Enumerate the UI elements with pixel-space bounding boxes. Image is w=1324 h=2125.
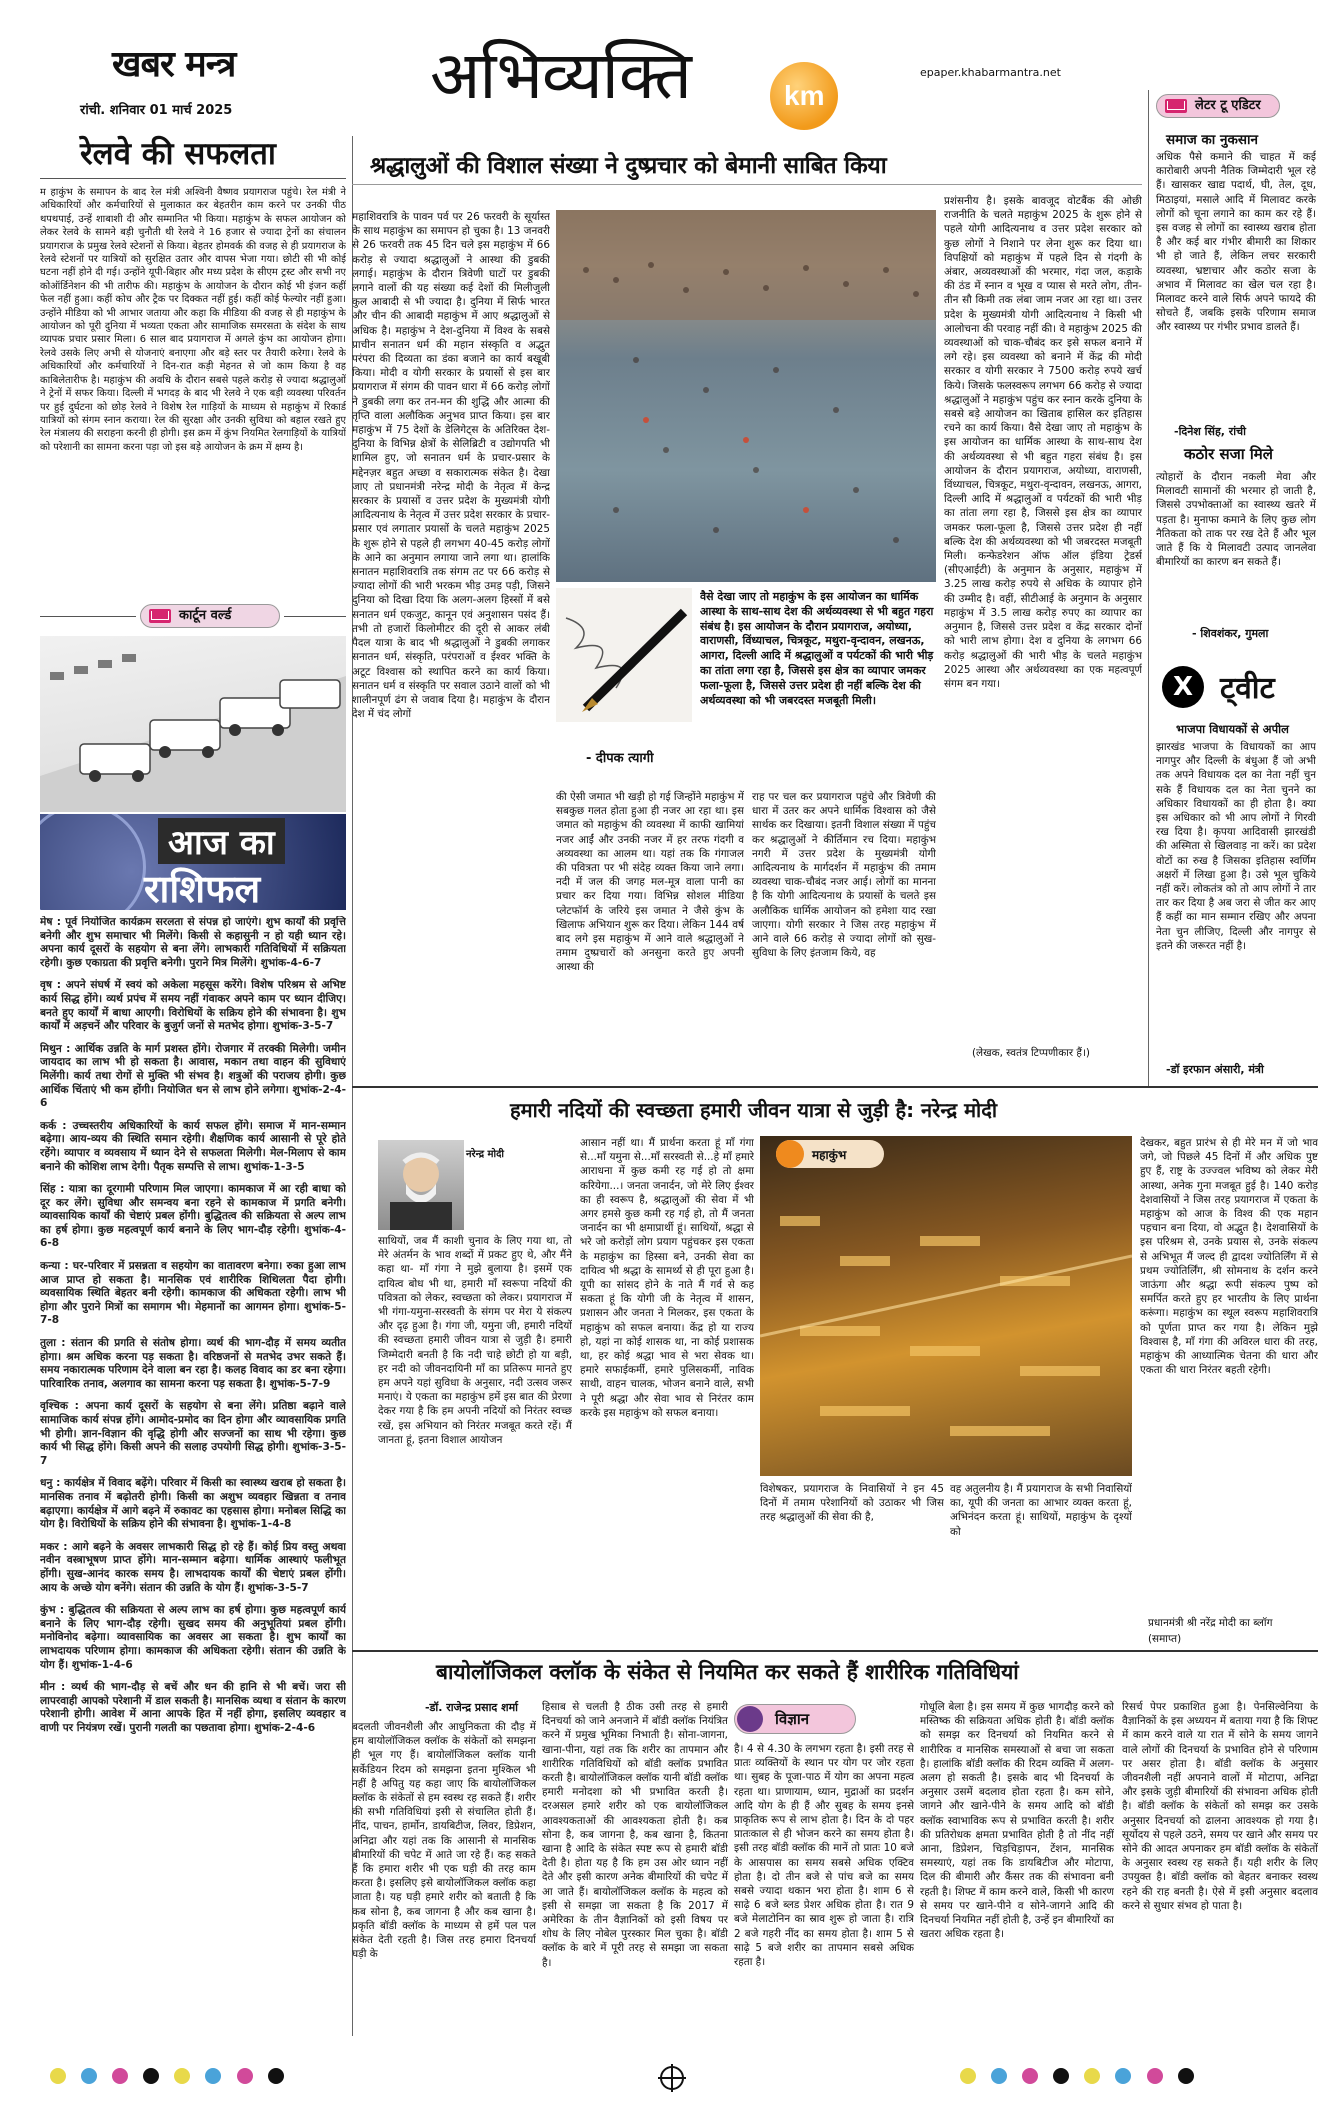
science-label-pill [734,1704,856,1734]
modi-sign-end: (समाप्त) [1148,1633,1182,1645]
kumbh-photo [556,210,936,582]
modi-photo [378,1140,464,1230]
color-swatch [81,2068,97,2084]
masthead [0,0,1324,130]
modi-col4: देखकर, बहुत प्रारंभ से ही मेरे मन में जो भाव जगे, जो पिछले 45 दिनों में और अधिक पुष्ट हुए हैं, राष्ट्र के उज्ज्वल भविष्य को लेकर मेरी आस्था, अनेक गुना मजबूत हुई है। 140 करोड़ देशवासियों ने जिस तरह प्रयागराज में एकता के महाकुंभ को आज के विश्व की एक महान पहचान बना दिया, वो अद्भुत है। देशवासियों के इस परिश्रम से, उनके प्रयास से, उनके संकल्प से अभिभूत मैं जल्द ही द्वादश ज्योतिर्लिंग में से प्रथम ज्योतिर्लिंग, श्री सोमनाथ के दर्शन करने जाऊंगा और श्रद्धा रूपी संकल्प पुष्प को समर्पित करते हुए हर भारतीय के लिए प्रार्थना करूंगा। महाकुंभ का स्थूल स्वरूप महाशिवरात्रि को पूर्णता प्राप्त कर गया है। लेकिन मुझे विश्वास है, माँ गंगा की अविरल धारा की तरह, महाकुंभ की आध्यात्मिक चेतना की धारा और एकता की धारा निरंतर बहती रहेगी। [1140,1137,1318,1377]
science-col5: रिसर्च पेपर प्रकाशित हुआ है। पेनसिल्वेनिया के वैज्ञानिकों के इस अध्ययन में बताया गया है कि शिफ्ट में काम करने वाले या रात में सोने के समय जागने वाले लोगों की दिनचर्या के प्रभावित होने से परिणाम पर असर होता है। बॉडी क्लॉक के अनुसार जीवनशैली नहीं अपनाने वालों में मोटापा, अनिद्रा और इसके जुड़ी बीमारियों की संभावना अधिक होती है। बॉडी क्लॉक के संकेतों को समझ कर उसके अनुसार दिनचर्या को ढालना आवश्यक हो गया है। सूर्योदय से पहले उठने, समय पर खाने और समय पर सोने की आदत अपनाकर हम बॉडी क्लॉक के संकेतों के अनुसार स्वस्थ रह सकते हैं। यही शरीर के लिए उपयुक्त है। बॉडी क्लॉक को बेहतर बनाकर स्वस्थ रहने की राह बनती है। ऐसे में इसी अनुसार बदलाव करने से सुधार संभव हो पाता है। [1122,1701,1318,1912]
color-swatch [1147,2068,1163,2084]
x-logo-icon: X [1162,666,1204,708]
science-col4: गोधूलि बेला है। इस समय में कुछ भागदौड़ करने को मस्तिष्क की सक्रियता अधिक होती है। बॉडी क्लॉक को समझ कर दिनचर्या को नियमित करने से शारीरिक व मानसिक समस्याओं से बचा जा सकता है। हालांकि बॉडी क्लॉक की रिदम व्यक्ति में अलग-अलग हो सकती है। इसके बाद भी दिनचर्या के अनुसार उसमें बदलाव होता रहता है। कम सोने, जागने और खाने-पीने के समय आदि को बॉडी क्लॉक स्वाभाविक रूप से प्रभावित करती है। शरीर की प्रतिरोधक क्षमता प्रभावित होती है तो नींद नहीं आना, डिप्रेशन, चिड़चिड़ापन, टेंशन, मानसिक समस्याएं, यहां तक कि डायबिटीज और मोटापा, दिल की बीमारी और कैंसर तक की संभावना बनी रहती है। शिफ्ट में काम करने वाले, किसी भी कारण से समय पर खाने-पीने व सोने-जागने आदि की दिनचर्या नियमित नहीं होती है, उन्हें इन बीमारियों का खतरा अधिक रहता है। [920,1701,1114,1941]
color-swatch [960,2068,976,2084]
color-swatch [268,2068,284,2084]
color-swatch [1178,2068,1194,2084]
color-swatch [50,2068,66,2084]
rashifal-entry: मेष : पूर्व नियोजित कार्यक्रम सरलता से संपन्न हो जाएंगे। शुभ कार्यों की प्रवृत्ति बनेगी और शुभ समाचार भी मिलेंगे। किसी से कहासुनी न हो यही ध्यान रहे। अपना कार्य दूसरों के सहयोग से बना लेंगे। लाभकारी गतिविधियों में सक्रियता रहेगी। कुछ एकाग्रता की प्रवृत्ति बनेगी। पुराने मित्र मिलेंगे। शुभांक-4-6-7 [40,916,346,969]
color-swatch [205,2068,221,2084]
color-swatch [143,2068,159,2084]
crosshair-icon [660,2066,684,2090]
tweet-title: भाजपा विधायकों से अपील [1176,722,1289,736]
tweet-banner [1158,664,1318,712]
brand-name: खबर मन्त्र [112,43,236,85]
rashifal-entry: तुला : संतान की प्रगति से संतोष होगा। व्यर्थ की भाग-दौड़ में समय व्यतीत होगा। श्रम अधिक करना पड़ सकता है। वरिष्ठजनों से मतभेद उभर सकते हैं। समय नकारात्मक परिणाम देने वाला बन रहा है। कलह विवाद का डर बना रहेगा। पारिवारिक तनाव, अलगाव का सामना करना पड़ सकता है। शुभांक-5-7-9 [40,1337,346,1390]
letter1-body: अधिक पैसे कमाने की चाहत में कई कारोबारी अपनी नैतिक जिम्मेदारी भूल रहे हैं। खासकर खाद्य पदार्थ, घी, तेल, दूध, मिठाइयां, मसाले आदि में मिलावट करके लोगों को चूना लगाने का काम कर रहे हैं। इस वजह से लोगों का स्वास्थ्य खराब होता है और कई बार गंभीर बीमारी का शिकार भी हो जाते हैं, लेकिन लचर सरकारी व्यवस्था, भ्रष्टाचार और कठोर सजा के अभाव में मिलावट का खेल चल रहा है। मिलावट करने वाले सिर्फ अपने फायदे की सोचते हैं, जबकि इसके परिणाम समाज और स्वास्थ्य पर गंभीर प्रभाव डालते हैं। [1156,151,1316,334]
tent-city-illustration [760,1136,1132,1476]
modi-sign: प्रधानमंत्री श्री नरेंद्र मोदी का ब्लॉग [1148,1617,1273,1629]
site-url[interactable]: epaper.khabarmantra.net [920,66,1061,79]
tweet-label: ट्वीट [1220,671,1275,706]
modi-photo-caption: विशेषकर, प्रयागराज के निवासियों ने इन 45 दिनों में तमाम परेशानियों को उठाकर भी जिस तरह श्रद्धालुओं की सेवा की है, [760,1483,944,1524]
color-swatch [1053,2068,1069,2084]
envelope-icon [149,609,171,623]
letters-label: लेटर टू एडिटर [1195,98,1261,113]
cartoon-label-pill [140,604,280,628]
rashifal-entry: मीन : व्यर्थ की भाग-दौड़ से बचें और धन की हानि से भी बचें। जरा सी लापरवाही आपको परेशानी में डाल सकती है। मानसिक व्यथा व संतान के कारण परेशानी होगी। आवेश में आना आपके हित में नहीं होगा, इसलिए व्यवहार व वाणी पर नियंत्रण रखें। पुरानी गलती का पछतावा होगा। शुभांक-2-4-6 [40,1681,346,1734]
rashifal-banner [40,814,346,910]
color-swatch [991,2068,1007,2084]
kumbh-author: - दीपक त्यागी [586,751,654,766]
section-title: अभिव्यक्ति [430,37,691,114]
police-vans-illustration [40,636,346,812]
divider [40,178,346,179]
science-icon [737,1706,763,1732]
letter2-body: त्योहारों के दौरान नकली मेवा और मिलावटी सामानों की भरमार हो जाती है, जिससे उपभोक्ताओं का स्वास्थ्य खतरे में पड़ता है। मुनाफा कमाने के लिए कुछ लोग नैतिकता को ताक पर रख देते हैं और भूल जाते हैं कि ये मिलावटी उत्पाद जानलेवा बीमारियों का कारण बन सकते हैं। [1156,471,1316,569]
rashifal-label-2: राशिफल [144,867,261,910]
kumbh-pullquote: वैसे देखा जाए तो महाकुंभ के इस आयोजन का धार्मिक आस्था के साथ-साथ देश की अर्थव्यवस्था से भी बहुत गहरा संबंध है। इस आयोजन के दौरान प्रयागराज, अयोध्या, वाराणसी, विंध्याचल, चित्रकूट, मथुरा-वृन्दावन, लखनऊ, आगरा, दिल्ली आदि में श्रद्धालुओं व पर्यटकों की भारी भीड़ का तांता लगा रहा है, जिससे इस क्षेत्र का व्यापार जमकर फला-फूला है, जिससे उत्तर प्रदेश ही नहीं बल्कि देश की अर्थव्यवस्था को भी जबरदस्त मजबूती मिली। [700,590,934,707]
science-col3: है। 4 से 4.30 के लगभग रहता है। इसी तरह से प्रातः व्यक्तियों के स्थान पर योग पर जोर रहता था। सुबह के पूजा-पाठ में योग का अपना महत्व रहता था। प्राणायाम, ध्यान, मुद्राओं का प्रदर्शन आदि योग के ही हैं और सुबह के समय इनसे प्राकृतिक रूप से लाभ होता है। दिन के दो पहर प्रातःकाल से ही भोजन करने का समय होता है। इसी तरह बॉडी क्लॉक की मानें तो प्रातः 10 बजे के आसपास का समय सबसे अधिक एक्टिव होता है। दो तीन बजे से पांच बजे का समय सबसे ज्यादा थकान भरा होता है। शाम 6 से साढ़े 6 बजे ब्लड प्रेशर अधिक होता है। रात 9 बजे मेलाटोनिन का स्राव शुरू हो जाता है। रात्रि 2 बजे गहरी नींद का समय होता है। शाम 5 से साढ़े 5 बजे शरीर का तापमान सबसे अधिक रहता है। [734,1743,914,1969]
crowd-bathing-illustration [556,210,936,582]
rashifal-entry: मिथुन : आर्थिक उन्नति के मार्ग प्रशस्त होंगे। रोजगार में तरक्की मिलेगी। जमीन जायदाद का लाभ भी हो सकता है। आवास, मकान तथा वाहन की सुविधाएं मिलेंगी। कार्य तथा रोगों से मुक्ति भी संभव है। शत्रुओं की पराजय होगी। कुछ आर्थिक चिंताएं भी कम होंगी। नियोजित धन से लाभ होने लगेगा। शुभांक-2-4-6 [40,1042,346,1110]
registration-strip-right [960,2068,1204,2088]
color-swatch [1022,2068,1038,2084]
modi-photo-label: नरेन्द्र मोदी [466,1149,504,1160]
kumbh-badge-icon [776,1140,804,1168]
letters-label-pill [1156,94,1280,118]
fountain-pen-icon [556,588,692,722]
letter2-sign: - शिवशंकर, गुमला [1192,627,1269,640]
rashifal-label-1: आज का [158,818,285,864]
modi-headline: हमारी नदियों की स्वच्छता हमारी जीवन यात्रा से जुड़ी है: नरेन्द्र मोदी [510,1098,998,1122]
envelope-icon [1165,99,1187,113]
portrait-illustration [378,1140,464,1230]
kumbh-headline: श्रद्धालुओं की विशाल संख्या ने दुष्प्रचार को बेमानी साबित किया [370,153,887,179]
kumbh-night-photo [760,1136,1132,1476]
science-col2: हिसाब से चलती है ठीक उसी तरह से हमारी दिनचर्या को जाने अनजाने में बॉडी क्लॉक नियंत्रित करने में प्रमुख भूमिका निभाती है। सोना-जागना, खाना-पीना, यहां तक कि शरीर का तापमान और शारीरिक गतिविधियों को बॉडी क्लॉक प्रभावित करती है। बायोलॉजिकल क्लॉक यानी बॉडी क्लॉक हमारी मनोदशा को भी प्रभावित करती है। दरअसल हमारे शरीर को एक बायोलॉजिकल आवश्यकताओं की आवश्यकता होती है। कब सोना है, कब जागना है, कब खाना है, कितना खाना है आदि के संकेत स्पष्ट रूप से हमारी बॉडी देती है। होता यह है कि हम उस ओर ध्यान नहीं देते और इसी कारण अनेक बीमारियों की चपेट में आ जाते हैं। बायोलॉजिकल क्लॉक के महत्व को इसी से समझा जा सकता है कि 2017 में अमेरिका के तीन वैज्ञानिकों को इसी विषय पर शोध के लिए नोबेल पुरस्कार मिल चुका है। बॉडी क्लॉक के बारे में पूरी तरह से समझा जा सकता है। [542,1701,728,1969]
science-col1: बदलती जीवनशैली और आधुनिकता की दौड़ में हम बायोलॉजिकल क्लॉक के संकेतों को समझना ही भूल गए हैं। बायोलॉजिकल क्लॉक यानी सर्केडियन रिदम को समझना इतना मुश्किल भी नहीं है अपितु यह कहा जाए कि बायोलॉजिकल क्लॉक के संकेतों से हम स्वस्थ रह सकते हैं। शरीर की सभी गतिविधियां इसी से संचालित होती हैं। नींद, पाचन, हार्मोन, डायबिटीज, लिवर, डिप्रेशन, अनिद्रा और यहां तक कि आसानी से मानसिक बीमारियों की चपेट में आते जा रहे हैं। कह सकते हैं कि हमारा शरीर भी एक घड़ी की तरह काम करता है। इसलिए इसे बायोलॉजिकल क्लॉक कहा जाता है। यह घड़ी हमारे शरीर को बताती है कि कब सोना है, कब जागना है और कब खाना है। प्रकृति बॉडी क्लॉक के माध्यम से हमें पल पल संकेत देती रहती है। जिस तरह हमारा दिनचर्या घड़ी के [352,1721,536,1961]
rashifal-entry: सिंह : यात्रा का दूरगामी परिणाम मिल जाएगा। कामकाज में आ रही बाधा को दूर कर लेंगे। सुविधा और समन्वय बना रहने से कामकाज में प्रगति बनेगी। व्यावसायिक कार्यों की चेष्टाएं प्रबल होंगी। बुद्धितत्व की सक्रियता से अल्प लाभ का हर्ष होगा। कुछ महत्वपूर्ण कार्य बनाने के लिए भाग-दौड़ रहेगी। शुभांक-4-6-8 [40,1183,346,1250]
color-swatch [237,2068,253,2084]
rashifal-entry: धनु : कार्यक्षेत्र में विवाद बढ़ेंगे। परिवार में किसी का स्वास्थ्य खराब हो सकता है। मानसिक तनाव में बढ़ोतरी होगी। किसी का अशुभ व्यवहार खिन्नता व तनाव बढ़ाएगा। कार्यक्षेत्र में आगे बढ़ने में रुकावट का एहसास होगा। मनोबल सिद्धि का योग है। विरोधियों के सक्रिय होने की संभावना है। शुभांक-1-4-8 [40,1477,346,1531]
science-label: विज्ञान [775,1710,810,1728]
color-swatch [1084,2068,1100,2084]
brand-logo: km [770,62,838,130]
letter1-title: समाज का नुकसान [1166,132,1258,148]
rashifal-list [40,916,346,2036]
kumbh-author-note: (लेखक, स्वतंत्र टिप्पणीकार हैं।) [972,1047,1090,1059]
kumbh-night-badge [776,1140,884,1168]
modi-col2: आसान नहीं था। मैं प्रार्थना करता हूं माँ गंगा से...माँ यमुना से...माँ सरस्वती से...हे माँ हमारे आराधना में कुछ कमी रह गई हो तो क्षमा करियेगा...। जनता जनार्दन, जो मेरे लिए ईश्वर का ही स्वरूप है, श्रद्धालुओं की सेवा में भी अगर हमसे कुछ कमी रह गई हो, तो मैं जनता जनार्दन का भी क्षमाप्रार्थी हूं। साथियों, श्रद्धा से भरे जो करोड़ों लोग प्रयाग पहुंचकर इस एकता के महाकुंभ का हिस्सा बने, उनकी सेवा का दायित्व भी श्रद्धा के सामर्थ्य से ही पूरा हुआ है। यूपी का सांसद होने के नाते मैं गर्व से कह सकता हूं कि योगी जी के नेतृत्व में शासन, प्रशासन और जनता ने मिलकर, इस एकता के महाकुंभ को सफल बनाया। केंद्र हो या राज्य हो, यहां ना कोई शासक था, ना कोई प्रशासक था, हर कोई श्रद्धा भाव से भरा सेवक था। हमारे सफाईकर्मी, हमारे पुलिसकर्मी, नाविक साथी, वाहन चालक, भोजन बनाने वाले, सभी ने पूरी श्रद्धा और सेवा भाव से निरंतर काम करके इस महाकुंभ को सफल बनाया। [580,1137,754,1419]
color-swatch [112,2068,128,2084]
rashifal-entry: वृष : अपने संघर्ष में स्वयं को अकेला महसूस करेंगे। विशेष परिश्रम से अभिष्ट कार्य सिद्ध होंगे। व्यर्थ प्रपंच में समय नहीं गंवाकर अपने काम पर ध्यान दीजिए। बनते हुए कार्यों में बाधा आएगी। विरोधियों के सक्रिय होने की संभावना है। शुभ कार्यों में अड़चनें और परिवार के बुजुर्ग जनों से मतभेद होगा। शुभांक-3-5-7 [40,979,346,1033]
rashifal-entry: कर्क : उच्चस्तरीय अधिकारियों के कार्य सफल होंगे। समाज में मान-सम्मान बढ़ेगा। आय-व्यय की स्थिति समान रहेगी। शैक्षणिक कार्य आसानी से पूरे होते रहेंगे। व्यापार व व्यवसाय में ध्यान देने से सफलता मिलेगी। मेल-मिलाप से काम बनाने की कोशिश लाभ देगी। पैतृक सम्पत्ति से लाभ। शुभांक-1-3-5 [40,1119,346,1173]
registration-strip-left [50,2068,294,2088]
tweet-sign: -डॉ इरफान अंसारी, मंत्री [1166,1063,1264,1076]
editorial-body: म हाकुंभ के समापन के बाद रेल मंत्री अश्विनी वैष्णव प्रयागराज पहुंचे। रेल मंत्री ने अधिकारियों और कर्मचारियों से मुलाकात कर बेहतरीन काम करने पर उनकी पीठ थपथपाई, उन्हें शाबाशी दी और सम्मानित भी किया। महाकुंभ के सफल आयोजन को लेकर रेलवे के सामने बड़ी चुनौती थी रेलवे ने 16 हजार से ज्यादा ट्रेनों का संचालन प्रयागराज के प्रमुख रेलवे स्टेशनों से किया। बेहतर होमवर्क की वजह से ही प्रयागराज के रेलवे स्टेशनों पर यात्रियों को सुरक्षित उतार और वापस भेजा गया। छोटी सी भी कोई घटना नहीं होने दी गई। उन्होंने यूपी-बिहार और मध्य प्रदेश के सीएम ट्रस्ट और सभी नए कोऑर्डिनेशन की भी तारीफ की। महाकुंभ के आयोजन के दौरान कोई भी इंजन कहीं फेल नहीं हुआ। कहीं कोच और ट्रैक पर दिक्कत नहीं हुई। कहीं कोई फेल्योर नहीं हुआ। उन्होंने मीडिया को भी आभार जताया और कहा कि मीडिया की वजह से ही महाकुंभ के आयोजन को पूरी दुनिया में भव्यता एकता और सामाजिक समरसता के संदेश के साथ व्यापक प्रचार प्रसार मिला। 6 साल बाद प्रयागराज में अगले कुंभ का आयोजन होगा। रेलवे उसके लिए अभी से योजनाएं बनाएगा और बड़े स्तर पर तैयारी करेगा। रेलवे के अधिकारियों और कर्मचारियों ने दिन-रात कड़ी मेहनत से जो काम किया है वह काबिलेतारीफ है। महाकुंभ की अवधि के दौरान सबसे पहले करोड़ से ज्यादा श्रद्धालुओं ने ट्रेनों में सफर किया। दिल्ली में भगदड़ के बाद भी रेलवे ने एक बड़ी व्यवस्था परिवर्तन पर हुई दुर्घटना को छोड़ रेलवे ने विशेष रेल गाड़ियों के माध्यम से महाकुंभ में रिकार्ड यात्रियों को संगम स्नान कराया। रेल की सुरक्षा और उनकी सुविधा को बहाल रखते हुए रेल मंत्रालय की सराहना करनी ही होगी। इस क्रम में कुंभ नियमित रेलगाड़ियों के यात्रियों को परेशानी का सामना करना पड़ा जो इस बड़े आयोजन के क्रम में क्षम्य है। [40,187,346,453]
color-swatch [174,2068,190,2084]
kumbh-col4: प्रशंसनीय है। इसके बावजूद वोटबैंक की ओछी राजनीति के चलते महाकुंभ 2025 के शुरू होने से पहले योगी आदित्यनाथ व उत्तर प्रदेश सरकार को कुछ लोगों ने निशाने पर लेना शुरू कर दिया था। विपक्षियों को महाकुंभ में पहले दिन से गंदगी के अंबार, अव्यवस्थाओं की भरमार, गंदा जल, कड़ाके की ठंड में स्नान व भूख व प्यास से मरते लोग, तीन-तीन सौ किमी तक लंबा जाम नजर आ रहा था। उत्तर प्रदेश के मुख्यमंत्री योगी आदित्यनाथ ने किसी भी आलोचना की परवाह नहीं की। वे महाकुंभ 2025 की व्यवस्थाओं को चाक-चौबंद कर इसे सफल बनाने में लगे रहे। इस व्यवस्था को बनाने में केंद्र की मोदी सरकार व योगी सरकार ने 7500 करोड़ रुपये खर्च किये। जिसके फलस्वरूप लगभग 66 करोड़ से ज्यादा श्रद्धालुओं ने महाकुंभ पहुंच कर स्नान करके दुनिया के सबसे बड़े आयोजन का खिताब हासिल कर इतिहास रचने का कार्य किया। वैसे देखा जाए तो महाकुंभ के इस आयोजन का धार्मिक आस्था के साथ-साथ देश की अर्थव्यवस्था से भी बहुत गहरा संबंध है। इस आयोजन के दौरान प्रयागराज, अयोध्या, वाराणसी, विंध्याचल, चित्रकूट, मथुरा-वृन्दावन, लखनऊ, आगरा, दिल्ली आदि में श्रद्धालुओं व पर्यटकों की भारी भीड़ का तांता लगा रहा है, जिससे इस क्षेत्र का व्यापार जमकर फला-फूला है, जिससे उत्तर प्रदेश ही नहीं बल्कि देश की अर्थव्यवस्था को भी जबरदस्त मजबूती मिली। कन्फेडरेशन ऑफ ऑल इंडिया ट्रेडर्स (सीएआईटी) के अनुमान के अनुसार, महाकुंभ में 3.25 लाख करोड़ रुपये से अधिक के व्यापार होने की उम्मीद है। वहीं, सीटीआई के अनुमान के अनुसार महाकुंभ में 3.5 लाख करोड़ रुपए का व्यापार का अनुमान है, जिससे उत्तर प्रदेश व केंद्र सरकार दोनों को भारी लाभ होगा। देश व दुनिया के लगभग 66 करोड़ श्रद्धालुओं की भारी भीड़ के चलते महाकुंभ 2025 आस्था और अर्थव्यवस्था का एक महत्वपूर्ण संगम बन गया। [944,195,1142,690]
modi-col3: वह अतुलनीय है। मैं प्रयागराज के सभी निवासियों का, यूपी की जनता का आभार व्यक्त करता हूं, अभिनंदन करता हूं। साथियों, महाकुंभ के दृश्यों को [950,1483,1132,1538]
kumbh-col2b: की ऐसी जमात भी खड़ी हो गई जिन्होंने महाकुंभ में सबकुछ गलत होता हुआ ही नजर आ रहा था। इस जमात को महाकुंभ की व्यवस्था में काफी खामियां नजर आईं और उनकी नजर में हर तरफ गंदगी व अव्यवस्था का आलम था। यहां तक कि गंगाजल की पवित्रता पर भी संदेह व्यक्त किया जाने लगा। नदी में जल की जगह मल-मूत्र वाला पानी का प्रचार कर दिया गया। विभिन्न सोशल मीडिया प्लेटफॉर्म के जरिये इस जमात ने जैसे कुंभ के खिलाफ अभियान शुरू कर दिया। लेकिन 144 वर्ष बाद लगे इस महाकुंभ में आने वाले श्रद्धालुओं ने तमाम दुष्प्रचारों को अनसुना करते हुए अपनी आस्था की [556,791,744,974]
letter1-sign: -दिनेश सिंह, रांची [1174,425,1246,438]
rashifal-entry: कन्या : घर-परिवार में प्रसन्नता व सहयोग का वातावरण बनेगा। रुका हुआ लाभ आज प्राप्त हो सकता है। मानसिक एवं शारीरिक शिथिलता पैदा होगी। व्यवसायिक स्थिति बेहतर बनी रहेगी। कामकाज की अधिकता रहेगी। लाभ भी होगा और पुराने मित्रों का समागम भी। मेहमानों का आगमन होगा। शुभांक-5-7-8 [40,1260,346,1327]
kumbh-col3b: राह पर चल कर प्रयागराज पहुंचे और त्रिवेणी की धारा में उतर कर अपने धार्मिक विश्वास को जैसे सार्थक कर दिखाया। इतनी विशाल संख्या में पहुंच कर श्रद्धालुओं ने कीर्तिमान रच दिया। महाकुंभ नगरी में उत्तर प्रदेश के मुख्यमंत्री योगी आदित्यनाथ के मार्गदर्शन में महाकुंभ की तमाम व्यवस्था चाक-चौबंद नजर आई। लोगों का मानना है कि योगी आदित्यनाथ के प्रयासों के चलते इस अलौकिक धार्मिक आयोजन को हमेशा याद रखा जाएगा। योगी सरकार ने जिस तरह महाकुंभ में आने वाले 66 करोड़ से ज्यादा लोगों को सुख-सुविधा के लिए इंतजाम किये, वह [752,791,936,960]
registration-marks [40,2060,1320,2100]
tweet-body: झारखंड भाजपा के विधायकों का आप नागपुर और दिल्ली के बंधुआ हैं जो अभी तक अपने विधायक दल का नेता नहीं चुन सके हैं विधायक दल का नेता चुनने का अधिकार विधायकों का ही होता है। क्या इस अधिकार को भी आप लोगों ने गिरवी रख दिया है। कृपया आदिवासी झारखंडी की अस्मिता से खिलवाड़ ना करें। का प्रदेश वोटों का रुख है जिसका इतिहास स्वर्णिम अक्षरों में लिखा हुआ है। उसे भूल चुकिये नहीं करें। लोकतंत्र को तो आप लोगों ने तार तार कर दिया है अब जरा से जीत कर आए हैं कहीं का मान सम्मान रखिए और अपना नेता चुन लीजिए, दिल्ली और नागपुर से इतने की जरूरत नहीं है। [1156,741,1316,952]
cartoon-label: कार्टून वर्ल्ड [179,608,232,623]
rashifal-entry: मकर : आगे बढ़ने के अवसर लाभकारी सिद्ध हो रहे हैं। कोई प्रिय वस्तु अथवा नवीन वस्त्राभूषण प्राप्त होंगे। मान-सम्मान बढ़ेगा। धार्मिक आस्थाएं फलीभूत होंगी। सुख-आनंद कारक समय है। लाभदायक कार्यों की चेष्टाएं प्रबल होंगी। आय के अच्छे योग बनेंगे। संतान की उन्नति के योग हैं। शुभांक-3-5-7 [40,1540,346,1594]
science-author: -डॉ. राजेन्द्र प्रसाद शर्मा [424,1701,518,1714]
zodiac-wheel-icon [40,814,146,910]
modi-col1: साथियों, जब मैं काशी चुनाव के लिए गया था, तो मेरे अंतर्मन के भाव शब्दों में प्रकट हुए थे, और मैंने कहा था- माँ गंगा ने मुझे बुलाया है। इसमें एक दायित्व बोध भी था, हमारी माँ स्वरूपा नदियों की पवित्रता को लेकर, स्वच्छता को लेकर। प्रयागराज में भी गंगा-यमुना-सरस्वती के संगम पर मेरा ये संकल्प और दृढ़ हुआ है। गंगा जी, यमुना जी, हमारी नदियों की स्वच्छता हमारी जीवन यात्रा से जुड़ी है। हमारी जिम्मेदारी बनती है कि नदी चाहे छोटी हो या बड़ी, हर नदी को जीवनदायिनी माँ का प्रतिरूप मानते हुए हम अपने यहां सुविधा के अनुसार, नदी उत्सव जरूर मनाएं। ये एकता का महाकुंभ हमें इस बात की प्रेरणा देकर गया है कि हम अपनी नदियों को निरंतर स्वच्छ रखें, इस अभियान को निरंतर मजबूत करते रहें। मैं जानता हूं, इतना विशाल आयोजन [378,1235,572,1446]
dateline: रांची. शनिवार 01 मार्च 2025 [80,103,233,118]
rashifal-entry: कुंभ : बुद्धितत्व की सक्रियता से अल्प लाभ का हर्ष होगा। कुछ महत्वपूर्ण कार्य बनाने के लिए भाग-दौड़ रहेगी। सुखद समय की अनुभूतियां प्रबल होंगी। मनोविनोद बढ़ेगा। व्यावसायिक का अवसर आ सकता है। शुभ कार्यों का लाभदायक परिणाम होगा। कामकाज की अधिकता रहेगी। संतान की उन्नति के योग हैं। शुभांक-1-4-6 [40,1604,346,1671]
letter2-title: कठोर सजा मिले [1184,445,1273,463]
kumbh-col1: महाशिवरात्रि के पावन पर्व पर 26 फरवरी के सूर्यास्त के साथ महाकुंभ का समापन हो चुका है। 13 जनवरी से 26 फरवरी तक 45 दिन चले इस महाकुंभ में 66 करोड़ से ज्यादा श्रद्धालुओं ने आस्था की डुबकी लगाई। महाकुंभ के दौरान त्रिवेणी घाटों पर डुबकी लगाने वालों की यह संख्या कई देशों की मिलीजुली कुल आबादी से भी ज्यादा है। दुनिया में सिर्फ भारत और चीन की आबादी महाकुंभ में आए श्रद्धालुओं से अधिक है। महाकुंभ ने देश-दुनिया में विश्व के सबसे प्राचीन सनातन धर्म की महान संस्कृति व अद्भुत परंपरा की दिव्यता का डंका बजाने का कार्य बखूबी किया। मोदी व योगी सरकार के प्रयासों से इस बार प्रयागराज में संगम की पावन धारा में 66 करोड़ लोगों ने डुबकी लगा कर तन-मन की शुद्धि और आत्मा की तृप्ति वाला अलौकिक अनुभव प्राप्त किया। इस बार महाकुंभ में 75 देशों के डेलिगेट्स के अतिरिक्त देश-दुनिया के विभिन्न क्षेत्रों के सेलिब्रिटी व उद्योगपति भी शामिल हुए, जो सनातन धर्म के प्रचार-प्रसार के मद्देनज़र बहुत अच्छा व सकारात्मक संकेत है। देखा जाए तो प्रधानमंत्री नरेन्द्र मोदी के नेतृत्व में केन्द्र सरकार के प्रयासों व उत्तर प्रदेश के मुख्यमंत्री योगी आदित्यनाथ के नेतृत्व में उत्तर प्रदेश सरकार के प्रचार-प्रसार एवं लगातार प्रयासों के चलते महाकुंभ 2025 के शुरू होने से पहले ही लगभग 40-45 करोड़ लोगों के आने का अनुमान लगाया जाने लगा था। हालांकि सनातन महाशिवरात्रि तक संगम तट पर 66 करोड़ से ज्यादा लोगों की भारी भरकम भीड़ उमड़ पड़ी, जिसने दुनिया को दिखा दिया कि अलग-अलग हिस्सों में बसे सनातन धर्म एकजुट, कानून एवं अनुशासन पसंद हैं। तभी तो हजारों किलोमीटर की दूरी से आकर लंबी पैदल यात्रा के बाद भी श्रद्धालुओं ने डुबकी लगाकर सनातन धर्म, संस्कृति, परंपराओं व ईश्वर भक्ति के अटूट विश्वास को स्थापित करने का कार्य किया। सनातन धर्म व संस्कृति पर सवाल उठाने वालों को भी शालीनपूर्ण ढंग से जवाब दिया है। महाकुंभ के दौरान देश में चंद लोगों [352,211,550,721]
editorial-title: रेलवे की सफलता [80,136,276,172]
rashifal-entry: वृश्चिक : अपना कार्य दूसरों के सहयोग से बना लेंगे। प्रतिष्ठा बढ़ाने वाले सामाजिक कार्य संपन्न होंगे। आमोद-प्रमोद का दिन होगा और व्यावसायिक प्रगति भी होगी। ज्ञान-विज्ञान की वृद्धि होगी और सज्जनों का साथ भी रहेगा। कुछ कार्य भी सिद्ध होंगे। किसी अपने की सलाह उपयोगी सिद्ध होगी। शुभांक-3-5-7 [40,1400,346,1467]
science-headline: बायोलॉजिकल क्लॉक के संकेत से नियमित कर सकते हैं शारीरिक गतिविधियां [436,1660,1019,1684]
cartoon-image [40,636,346,812]
pen-photo [556,588,692,722]
kumbh-badge-label: महाकुंभ [812,1148,847,1162]
color-swatch [1115,2068,1131,2084]
